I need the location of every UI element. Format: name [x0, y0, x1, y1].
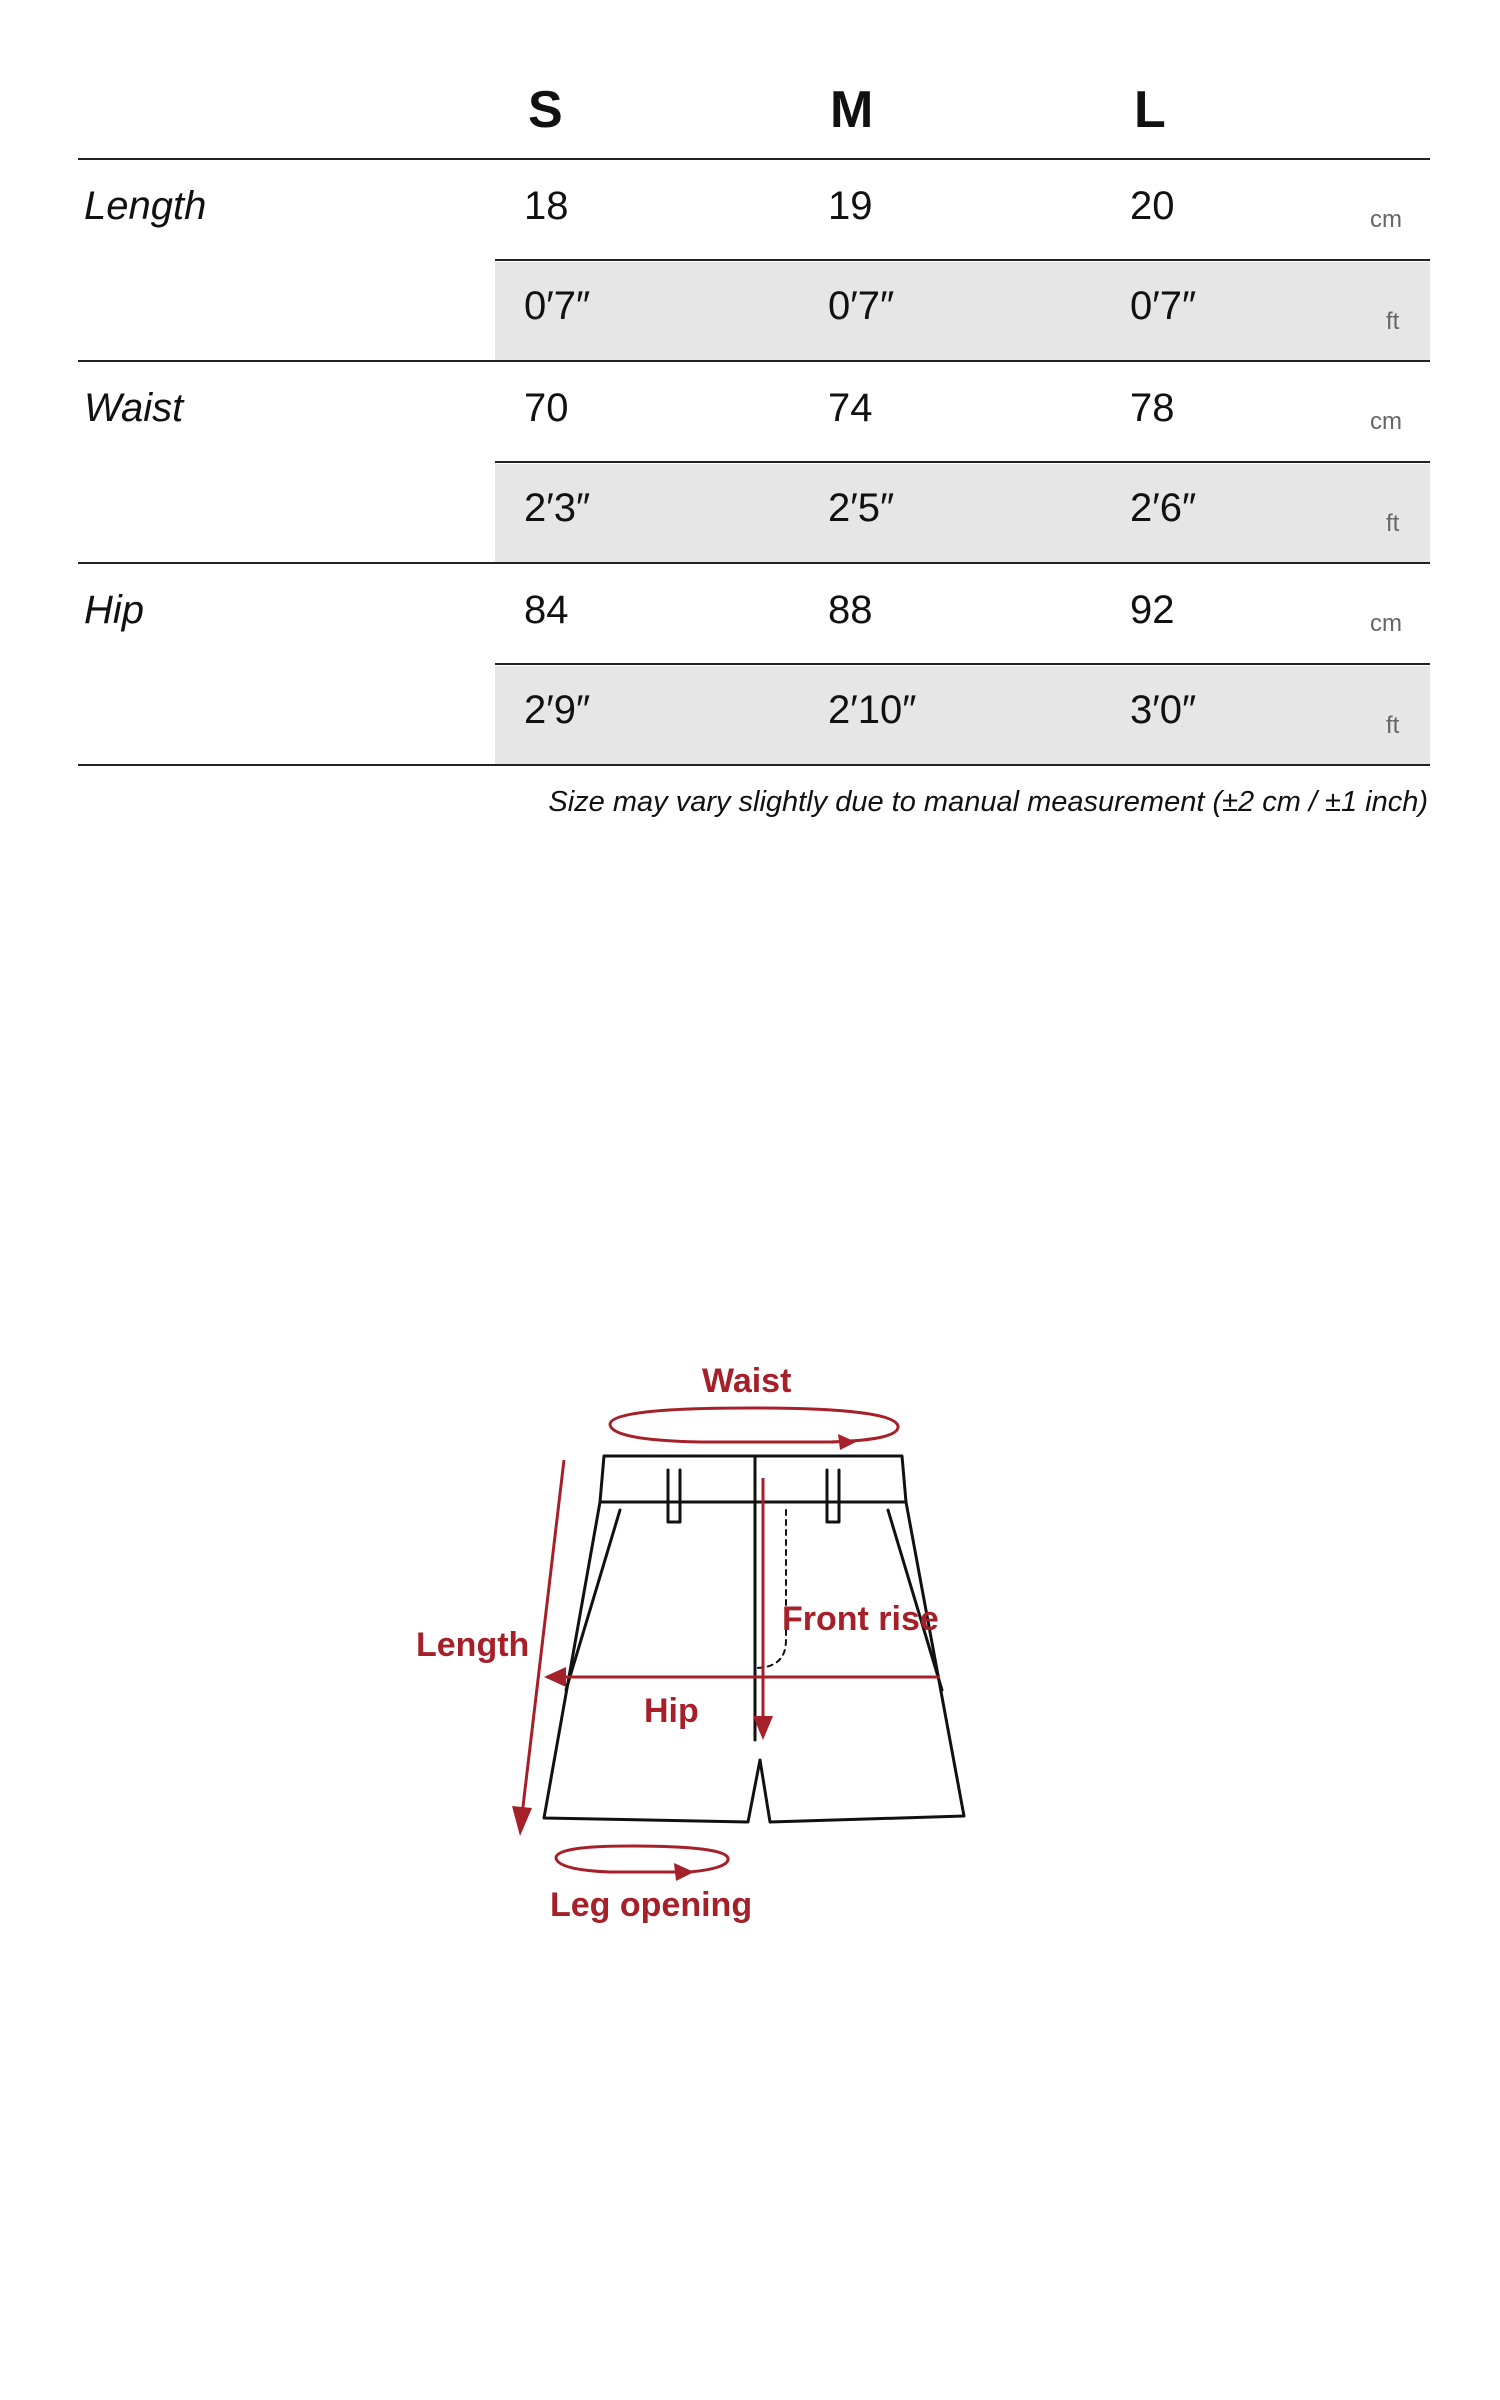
measurement-note: Size may vary slightly due to manual measurement (±2 cm / ±1 inch): [548, 786, 1428, 818]
table-cell: 92: [1130, 588, 1175, 632]
table-cell: 18: [524, 184, 569, 228]
table-cell: 19: [828, 184, 873, 228]
label-leg-opening: Leg opening: [550, 1886, 753, 1924]
unit-cm: cm: [1370, 408, 1402, 435]
size-header-l: L: [1134, 81, 1166, 139]
table-cell: 2′3″: [524, 486, 591, 530]
table-cell: 0′7″: [1130, 284, 1197, 328]
table-cell: 2′6″: [1130, 486, 1197, 530]
unit-ft: ft: [1386, 712, 1400, 739]
table-cell: 2′9″: [524, 688, 591, 732]
row-label-waist: Waist: [84, 386, 184, 430]
unit-ft: ft: [1386, 510, 1400, 537]
label-hip: Hip: [644, 1692, 699, 1730]
label-front-rise: Front rise: [782, 1600, 939, 1638]
table-cell: 70: [524, 386, 569, 430]
table-cell: 0′7″: [828, 284, 895, 328]
unit-ft: ft: [1386, 308, 1400, 335]
row-label-hip: Hip: [84, 588, 145, 632]
row-label-length: Length: [84, 184, 207, 228]
unit-cm: cm: [1370, 206, 1402, 233]
table-cell: 2′10″: [828, 688, 917, 732]
label-waist: Waist: [702, 1362, 792, 1400]
table-cell: 78: [1130, 386, 1175, 430]
table-cell: 2′5″: [828, 486, 895, 530]
table-cell: 3′0″: [1130, 688, 1197, 732]
label-length: Length: [416, 1626, 530, 1664]
size-header-s: S: [528, 81, 563, 139]
table-cell: 20: [1130, 184, 1175, 228]
shorts-outline: [544, 1456, 964, 1822]
table-cell: 88: [828, 588, 873, 632]
size-header-m: M: [830, 81, 874, 139]
table-cell: 84: [524, 588, 569, 632]
unit-cm: cm: [1370, 610, 1402, 637]
table-cell: 0′7″: [524, 284, 591, 328]
table-cell: 74: [828, 386, 873, 430]
